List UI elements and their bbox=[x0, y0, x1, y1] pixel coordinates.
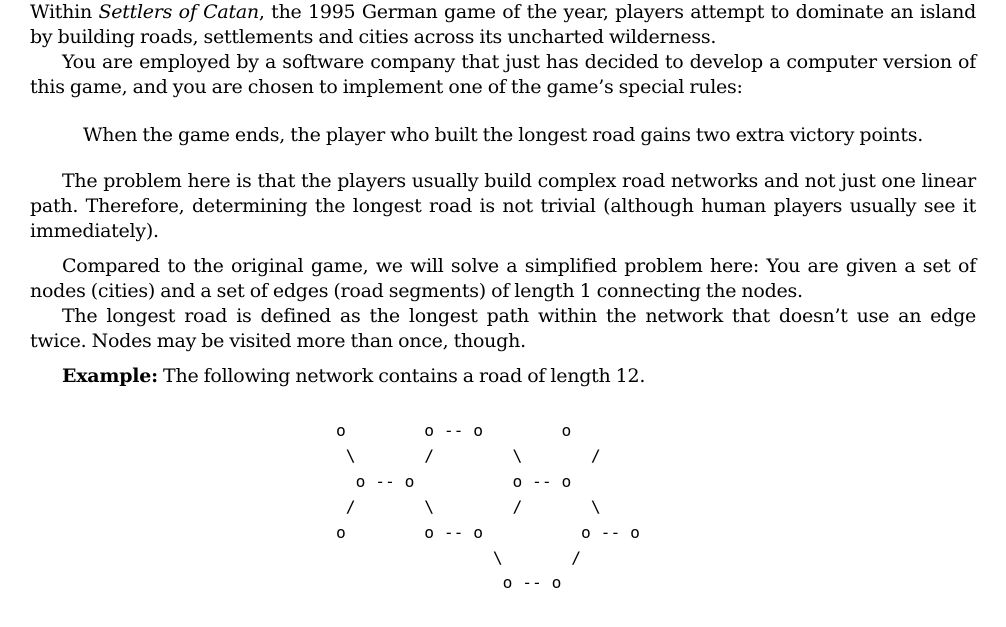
intro-text-after: , the 1995 German game of the year, players attempt to dominate an island by building roads, settlements and cities across its uncharted wilderness. bbox=[30, 1, 976, 48]
game-title: Settlers of Catan bbox=[98, 1, 259, 23]
example-paragraph bbox=[30, 364, 976, 389]
task-paragraph: You are employed by a software company that just has decided to develop a computer version of this game, and you are chosen to implement one of the game’s special rules: bbox=[30, 51, 976, 98]
example-text: The following network contains a road of length 12. bbox=[157, 365, 646, 387]
road-network-diagram: o o -- o o \ / \ / o -- o o -- o / \ / \ o o -- o o -- o \ / o -- o bbox=[336, 421, 640, 593]
problem-paragraph: The problem here is that the players usually build complex road networks and not just one linear path. Therefore, determining the longest road is not trivial (although human players usually see it immediately). bbox=[30, 170, 976, 242]
rule-quote: When the game ends, the player who built the longest road gains two extra victory points. bbox=[82, 124, 923, 146]
simplification-paragraph: Compared to the original game, we will solve a simplified problem here: You are given a set of nodes (cities) and a set of edges (road segments) of length 1 connecting the nodes. bbox=[30, 255, 976, 302]
definition-paragraph: The longest road is defined as the longest path within the network that doesn’t use an edge twice. Nodes may be visited more than once, though. bbox=[30, 305, 976, 352]
intro-paragraph bbox=[30, 0, 976, 50]
problem-statement bbox=[30, 0, 976, 389]
example-label: Example: bbox=[62, 365, 158, 387]
intro-text-before: Within bbox=[30, 1, 99, 23]
